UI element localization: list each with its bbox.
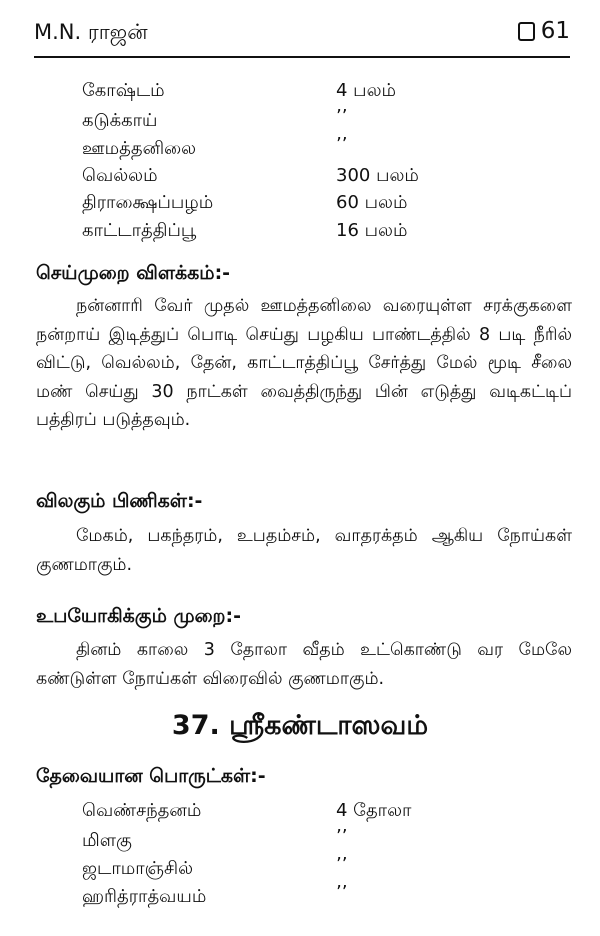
ingredient-name: காட்டாத்திப்பூ [82, 220, 197, 241]
ingredient-name: ஊமத்தனிலை [82, 138, 197, 159]
header-rule [34, 56, 570, 58]
ingredient-qty: 60 பலம் [336, 192, 408, 213]
material-qty: ’’ [336, 854, 348, 875]
diseases-heading: விலகும் பிணிகள்:- [36, 490, 203, 512]
material-name: வெண்சந்தனம் [82, 800, 202, 821]
usage-text: தினம் காலை 3 தோலா வீதம் உட்கொண்டு வர மேலே கண்டுள்ள நோய்கள் விரைவில் குணமாகும். [36, 640, 572, 689]
chapter-title: 37. ஸ்ரீகண்டாஸவம் [171, 710, 429, 741]
usage-heading: உபயோகிக்கும் முறை:- [36, 605, 241, 627]
page-header [34, 14, 570, 54]
material-qty: ’’ [336, 882, 348, 903]
method-heading: செய்முறை விளக்கம்:- [36, 262, 231, 284]
ingredient-qty: ’’ [336, 134, 348, 155]
ingredient-qty: ’’ [336, 106, 348, 127]
materials-heading: தேவையான பொருட்கள்:- [36, 765, 266, 787]
author-name: M.N. ராஜன் [34, 20, 148, 44]
page-number-text: 61 [540, 18, 570, 44]
page-number [518, 18, 570, 44]
ingredient-qty: 16 பலம் [336, 220, 408, 241]
ingredient-qty: 4 பலம் [336, 80, 396, 101]
method-text: நன்னாரி வேர் முதல் ஊமத்தனிலை வரையுள்ள சரக்குகளை நன்றாய் இடித்துப் பொடி செய்து பழகிய பாண்டத்தில் 8 படி நீரில் விட்டு, வெல்லம், தேன், காட்டாத்திப்பூ சேர்த்து மேல் மூடி சீலை மண் செய்து 30 நாட்கள் வைத்திருந்து பின் எடுத்து வடிகட்டிப் பத்திரப் படுத்தவும். [36, 296, 572, 430]
ingredient-name: திராக்ஷைப்பழம் [82, 192, 214, 213]
material-qty: 4 தோலா [336, 800, 412, 821]
material-name: மிளகு [82, 830, 132, 851]
ingredient-name: கோஷ்டம் [82, 80, 165, 101]
ingredient-name: கடுக்காய் [82, 110, 158, 131]
square-bullet-icon [518, 22, 535, 41]
ingredient-qty: 300 பலம் [336, 165, 419, 186]
ingredient-name: வெல்லம் [82, 165, 158, 186]
diseases-text: மேகம், பகந்தரம், உபதம்சம், வாதரக்தம் ஆகிய நோய்கள் குணமாகும். [36, 526, 572, 575]
material-name: ஜடாமாஞ்சில் [82, 858, 194, 879]
material-qty: ’’ [336, 826, 348, 847]
material-name: ஹரித்ராத்வயம் [82, 886, 207, 907]
